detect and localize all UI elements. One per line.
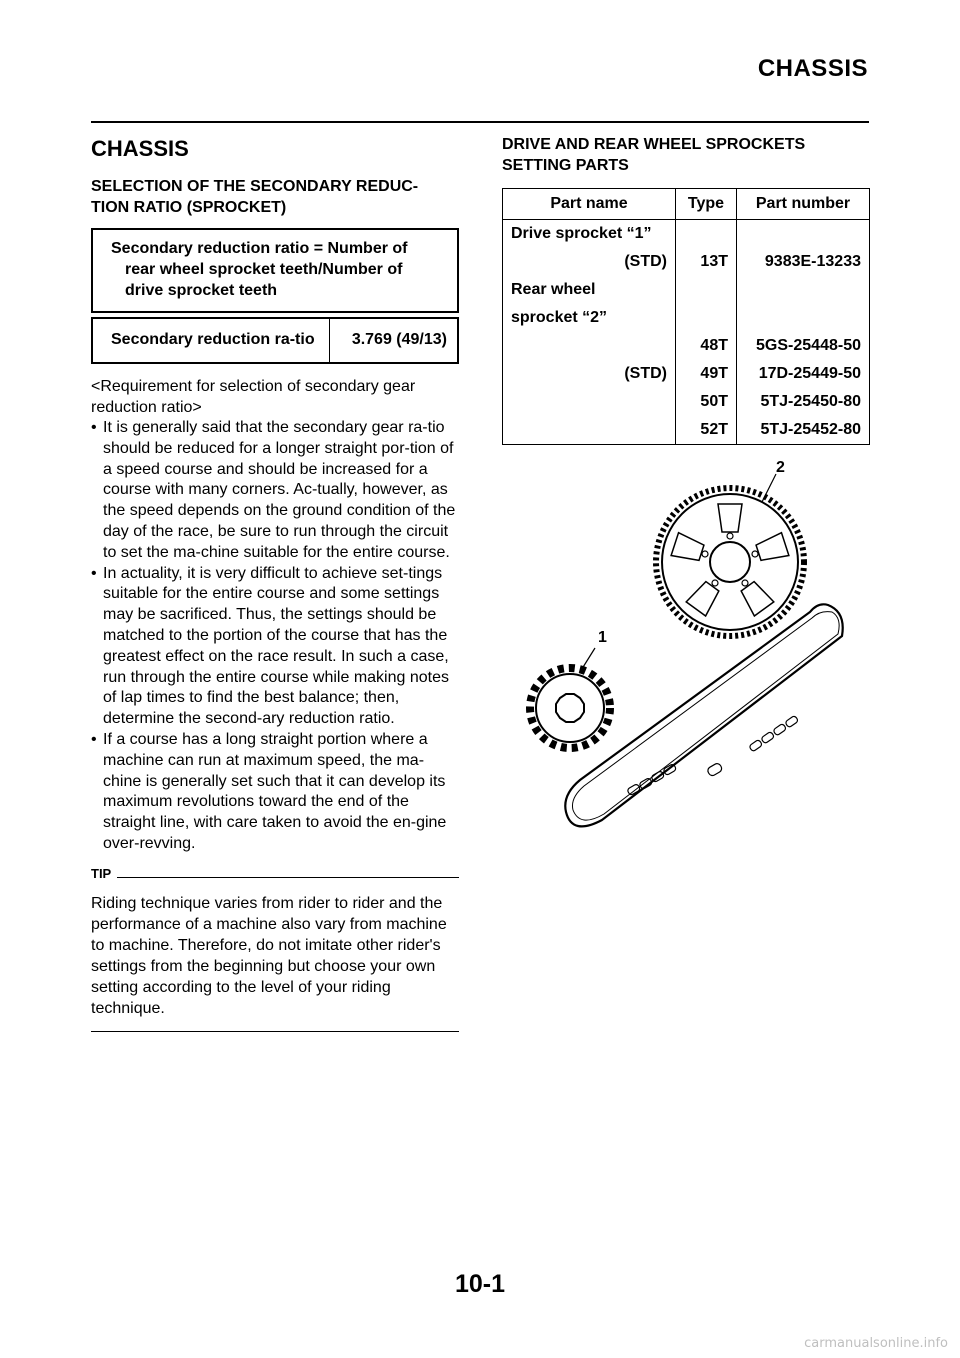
section-heading: CHASSIS <box>91 136 189 161</box>
tip-header <box>91 866 459 881</box>
bullet-mark: • <box>91 564 97 582</box>
drive-sprocket-type: 13T <box>700 253 728 270</box>
bullet-text: If a course has a long straight portion where a machine can run at maximum speed, the ma-chine is generally set such that it can develop its maximum revolutions toward the end of the straight line, with care taken to avoid the en-gine over-revving. <box>103 730 447 852</box>
table-row <box>503 220 870 277</box>
page-header-title: CHASSIS <box>757 55 868 82</box>
rear-sprocket-type-cell <box>676 276 737 445</box>
spacer <box>511 416 667 444</box>
requirement-text: <Requirement for selection of secondary gear reduction ratio> <box>91 378 416 416</box>
drive-sprocket-number: 9383E-13233 <box>764 253 861 270</box>
tip-bottom-rule <box>91 1031 459 1032</box>
list-item <box>91 564 459 730</box>
drive-sprocket-std: (STD) <box>624 253 667 270</box>
rear-sprocket-name-2: sprocket “2” <box>511 309 608 326</box>
rear-type-49: 49T <box>700 365 728 382</box>
spacer <box>745 304 861 332</box>
callout-2: 2 <box>776 459 785 476</box>
drive-sprocket-name-cell <box>503 220 676 277</box>
formula-line-3: drive sprocket teeth <box>125 282 278 299</box>
watermark: carmanualsonline.info <box>804 1336 948 1351</box>
list-item <box>91 730 459 855</box>
tip-text: Riding technique varies from rider to rider and the performance of a machine also vary from machine to machine. Therefore, do not imitate other rider's settings from the beginning but choose your own setting according to the level of your riding technique. <box>91 894 447 1017</box>
formula-box <box>91 228 459 313</box>
tip-label: TIP <box>91 865 112 881</box>
left-column <box>91 134 459 1032</box>
spacer <box>684 220 728 248</box>
spacer <box>745 220 861 248</box>
rear-number-48: 5GS-25448-50 <box>756 337 861 354</box>
ratio-value: 3.769 (49/13) <box>351 331 447 348</box>
callout-1: 1 <box>598 629 607 646</box>
bullet-text: In actuality, it is very difficult to achieve set-tings suitable for the entire course and some settings may be sacrificed. Thus, the settings should be matched to the portion of the course that has the greatest effect on the race result. In such a case, run through the entire course while making notes of lap times to find the best balance; then, determine the second-ary reduction ratio. <box>103 564 449 728</box>
rear-type-48: 48T <box>700 337 728 354</box>
rear-type-52: 52T <box>700 421 728 438</box>
bullet-list <box>91 418 459 855</box>
spacer <box>684 304 728 332</box>
formula-line-1: Secondary reduction ratio = Number of <box>111 240 408 257</box>
drive-sprocket-name: Drive sprocket “1” <box>511 225 652 242</box>
rear-number-52: 5TJ-25452-80 <box>760 421 861 438</box>
parts-title <box>502 134 870 176</box>
drive-sprocket-icon <box>530 668 610 748</box>
spacer <box>684 276 728 304</box>
spacer <box>511 332 667 360</box>
list-item <box>91 418 459 564</box>
rear-sprocket-number-cell <box>737 276 870 445</box>
parts-table <box>502 188 870 445</box>
rear-type-50: 50T <box>700 393 728 410</box>
rear-sprocket-icon <box>656 488 804 636</box>
header-rule <box>91 121 869 123</box>
page-number: 10-1 <box>454 1270 506 1298</box>
ratio-box <box>91 317 459 364</box>
bullet-mark: • <box>91 730 97 748</box>
subsection-heading <box>91 176 459 218</box>
rear-number-50: 5TJ-25450-80 <box>760 393 861 410</box>
formula-line-2: rear wheel sprocket teeth/Number of <box>125 261 403 278</box>
spacer <box>511 388 667 416</box>
ratio-label: Secondary reduction ra-tio <box>93 319 330 362</box>
drive-sprocket-type-cell <box>676 220 737 277</box>
col-header-part-name: Part name <box>503 189 676 220</box>
bullet-mark: • <box>91 419 97 436</box>
col-header-part-number: Part number <box>737 189 870 220</box>
sprocket-chain-illustration <box>510 450 870 850</box>
rear-sprocket-name-1: Rear wheel <box>511 281 596 298</box>
parts-title-line-2: SETTING PARTS <box>502 157 629 174</box>
rear-sprocket-std: (STD) <box>624 365 667 382</box>
right-column <box>502 134 870 445</box>
bullet-text: It is generally said that the secondary gear ra-tio should be reduced for a longer straight por-tion of a speed course and should be increased for a course with many corners. Ac-tually, however, as the speed depends on the ground condition of the day of the race, be sure to run through the circuit to set the ma-chine suitable for the entire course. <box>103 419 456 561</box>
rear-number-49: 17D-25449-50 <box>758 365 861 382</box>
tip-rule <box>117 877 459 878</box>
rear-sprocket-name-cell <box>503 276 676 445</box>
drive-sprocket-number-cell <box>737 220 870 277</box>
subheading-line-1: SELECTION OF THE SECONDARY REDUC- <box>91 178 419 195</box>
table-header-row <box>503 189 870 220</box>
subheading-line-2: TION RATIO (SPROCKET) <box>91 199 287 216</box>
spacer <box>745 276 861 304</box>
table-row <box>503 276 870 445</box>
col-header-type: Type <box>676 189 737 220</box>
parts-title-line-1: DRIVE AND REAR WHEEL SPROCKETS <box>502 136 806 153</box>
